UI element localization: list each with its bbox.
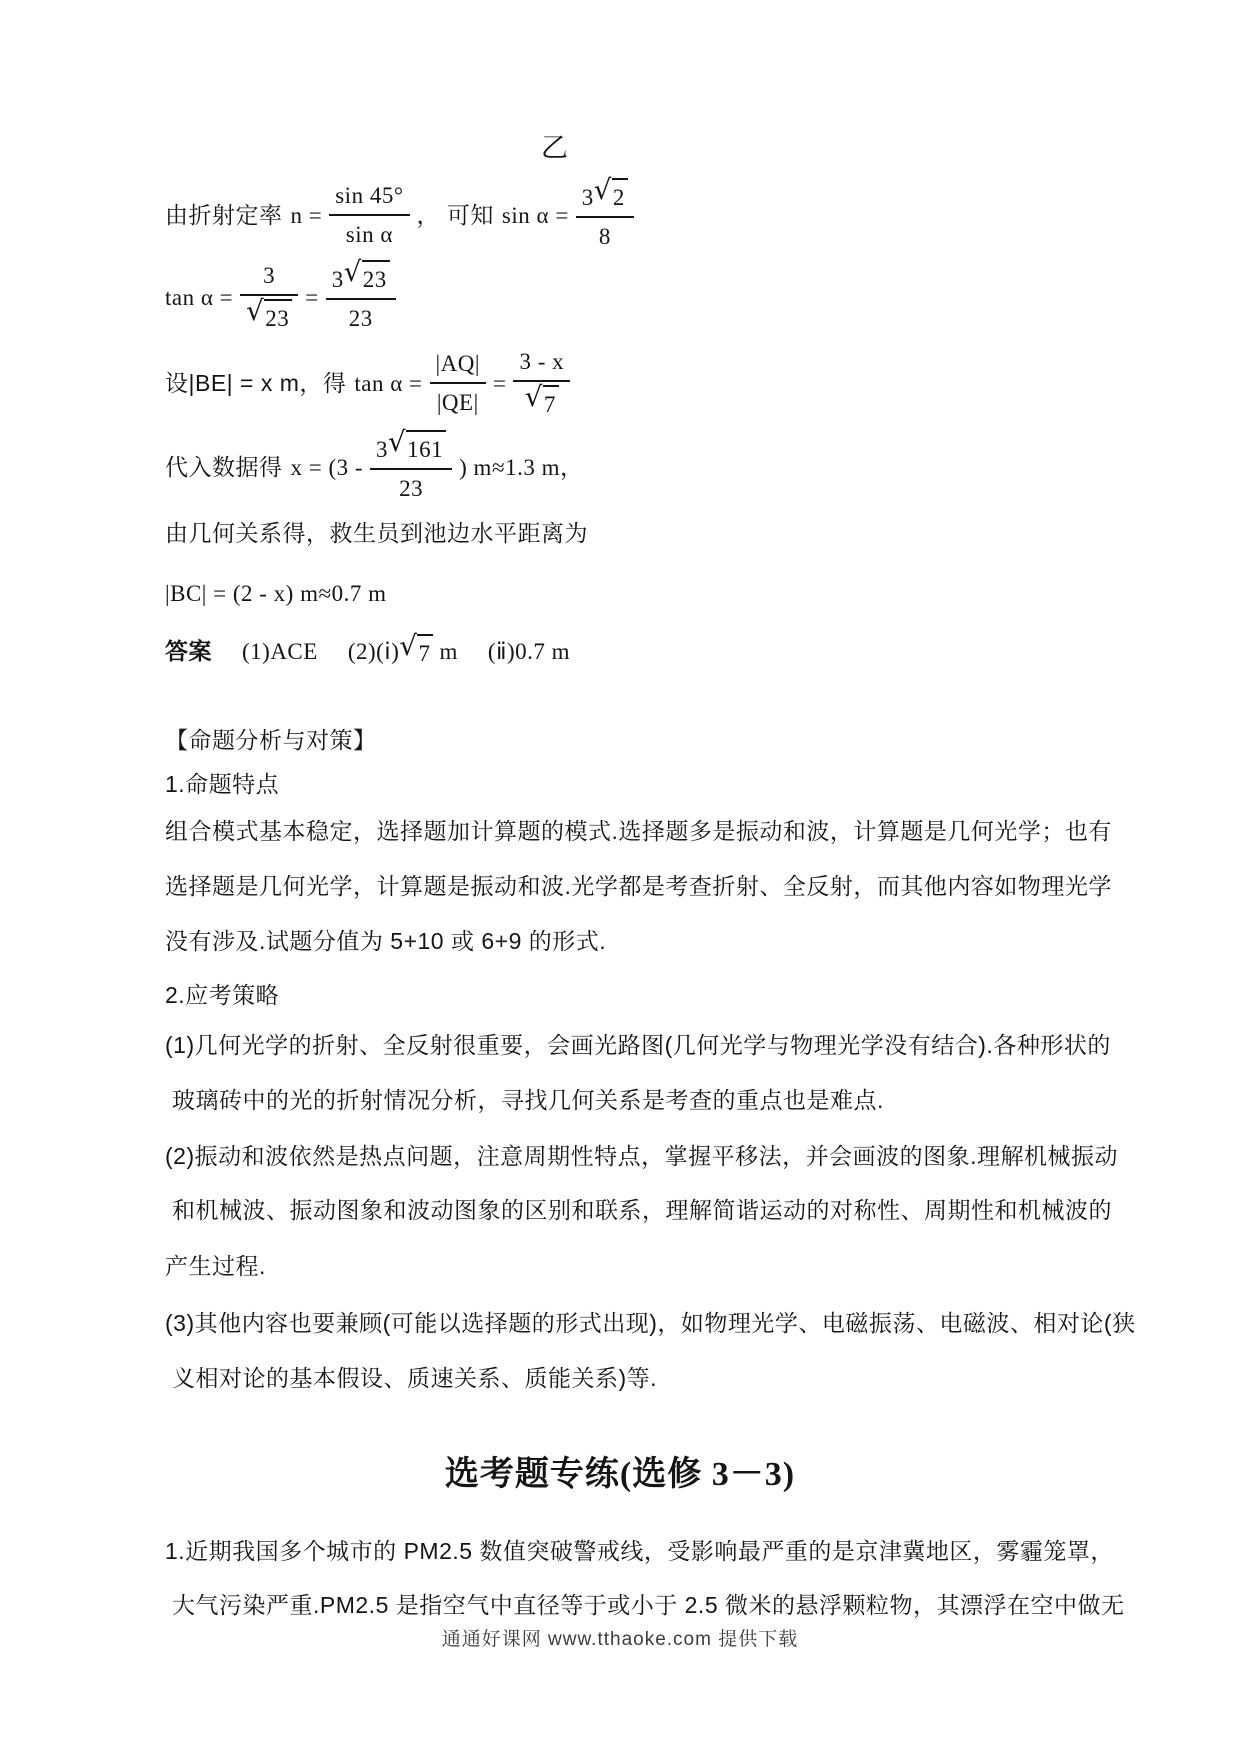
- figure-label: 乙: [541, 133, 568, 163]
- fraction-numerator: |AQ|: [430, 348, 486, 384]
- sqrt-radical: [593, 173, 628, 213]
- formula-refraction-lead: 由折射定率: [165, 201, 283, 228]
- coefficient: 3: [581, 185, 594, 210]
- formula-tan: [165, 255, 403, 334]
- fraction-AQ-over-QE: [430, 348, 486, 418]
- page-footer: 通通好课网 www.tthaoke.com 提供下载: [441, 1629, 799, 1650]
- analysis-strategy3-line2: 义相对论的基本假设、质速关系、质能关系)等.: [172, 1365, 658, 1391]
- sqrt-radical: [524, 380, 559, 420]
- analysis-strategy3-line1: (3)其他内容也要兼顾(可能以选择题的形式出现)，如物理光学、电磁振荡、电磁波、相对论(狭: [165, 1310, 1136, 1336]
- sqrt-radical: [388, 425, 446, 465]
- radicand: 7: [417, 634, 433, 669]
- sqrt-sign-icon: √: [593, 173, 612, 206]
- fraction-numerator: 3 - x: [513, 346, 570, 382]
- section-title: 选考题专练(选修 3－3): [444, 1456, 796, 1493]
- fraction-3sqrt161-over-23: [370, 425, 452, 504]
- sqrt-sign-icon: √: [399, 629, 418, 662]
- text-geometry-relation: 由几何关系得，救生员到池边水平距离为: [165, 520, 588, 546]
- coefficient: 3: [376, 437, 389, 462]
- sqrt-sign-icon: √: [246, 294, 265, 328]
- analysis-strategy1-line1: (1)几何光学的折射、全反射很重要，会画光路图(几何光学与物理光学没有结合).各种形状的: [165, 1032, 1111, 1058]
- fraction-3sqrt23-over-23: [326, 255, 396, 334]
- formula-substitute: [165, 425, 584, 504]
- sqrt-sign-icon: √: [388, 425, 407, 458]
- radicand: 7: [543, 385, 559, 420]
- formula-bc: |BC| = (2 - x) m≈0.7 m: [165, 581, 387, 606]
- fraction-denominator: [513, 382, 570, 420]
- answer-part3: (ⅱ)0.7 m: [487, 639, 571, 664]
- question1-line1: 1.近期我国多个城市的 PM2.5 数值突破警戒线，受影响最严重的是京津冀地区，雾霾笼罩，: [165, 1538, 1114, 1564]
- answer-part1: (1)ACE: [242, 639, 318, 664]
- fraction-denominator: |QE|: [436, 390, 479, 416]
- sqrt-radical: [399, 629, 433, 669]
- analysis-header: 【命题分析与对策】: [165, 727, 377, 753]
- analysis-point1-title: 1.命题特点: [165, 771, 280, 797]
- formula-be: [165, 346, 577, 420]
- radicand: 23: [362, 260, 390, 295]
- formula-refraction: [165, 173, 641, 252]
- formula-tan-lhs: tan α =: [165, 284, 234, 310]
- fraction-3-over-sqrt23: [240, 260, 298, 334]
- analysis-point1-line1: 组合模式基本稳定，选择题加计算题的模式.选择题多是振动和波，计算题是几何光学；也有: [165, 818, 1112, 844]
- answer-part2-unit: m: [439, 639, 458, 664]
- fraction-numerator: 3: [240, 260, 298, 296]
- equals-sign: =: [492, 370, 507, 396]
- analysis-strategy2-line2: 和机械波、振动图象和波动图象的区别和联系，理解简谐运动的对称性、周期性和机械波的: [172, 1197, 1112, 1223]
- fraction-numerator: [326, 255, 396, 300]
- answer-line: [165, 629, 571, 669]
- analysis-point1-line3: 没有涉及.试题分值为 5+10 或 6+9 的形式.: [165, 928, 607, 954]
- sqrt-sign-icon: √: [343, 255, 362, 288]
- fraction-denominator: [240, 296, 298, 334]
- analysis-strategy1-line2: 玻璃砖中的光的折射情况分析，寻找几何关系是考查的重点也是难点.: [172, 1087, 884, 1113]
- sqrt-radical: [343, 255, 390, 295]
- fraction-3sqrt2-over-8: [576, 173, 634, 252]
- formula-substitute-post: ) m≈1.3 m，: [459, 454, 584, 480]
- analysis-strategy2-line1: (2)振动和波依然是热点问题，注意周期性特点，掌握平移法，并会画波的图象.理解机械振动: [165, 1143, 1118, 1169]
- analysis-point2-title: 2.应考策略: [165, 982, 280, 1008]
- fraction-denominator: sin α: [345, 222, 393, 248]
- fraction-3minusx-over-sqrt7: [513, 346, 570, 420]
- formula-substitute-pre: x = (3 -: [290, 454, 364, 480]
- analysis-strategy2-line3: 产生过程.: [165, 1253, 266, 1279]
- fraction-numerator: [576, 173, 634, 218]
- fraction-denominator: 23: [348, 306, 373, 332]
- coefficient: 3: [331, 267, 344, 292]
- radicand: 2: [612, 178, 628, 213]
- formula-refraction-n-eq: n =: [290, 202, 323, 228]
- formula-be-lhs: tan α =: [354, 370, 423, 396]
- answer-label: 答案: [165, 638, 212, 664]
- equals-sign: =: [305, 284, 319, 310]
- fraction-denominator: 23: [399, 476, 424, 502]
- radicand: 161: [406, 430, 446, 465]
- fraction-numerator: [370, 425, 452, 470]
- answer-part2-pre: (2)(ⅰ): [347, 639, 400, 664]
- formula-refraction-mid: ， 可知: [416, 201, 494, 228]
- fraction-numerator: sin 45°: [329, 180, 409, 216]
- sqrt-sign-icon: √: [524, 380, 543, 414]
- formula-be-lead: 设|BE| = x m，得: [165, 369, 347, 396]
- formula-substitute-lead: 代入数据得: [165, 453, 283, 480]
- fraction-denominator: 8: [598, 224, 611, 250]
- answer-part2: [347, 629, 458, 669]
- fraction-sin45-over-sinalpha: [329, 180, 409, 250]
- question1-line2: 大气污染严重.PM2.5 是指空气中直径等于或小于 2.5 微米的悬浮颗粒物，其漂浮在空中做无: [172, 1592, 1125, 1618]
- sqrt-radical: [246, 294, 292, 334]
- formula-refraction-sin-eq: sin α =: [501, 202, 569, 228]
- analysis-point1-line2: 选择题是几何光学，计算题是振动和波.光学都是考查折射、全反射，而其他内容如物理光学: [165, 873, 1112, 899]
- radicand: 23: [264, 299, 292, 334]
